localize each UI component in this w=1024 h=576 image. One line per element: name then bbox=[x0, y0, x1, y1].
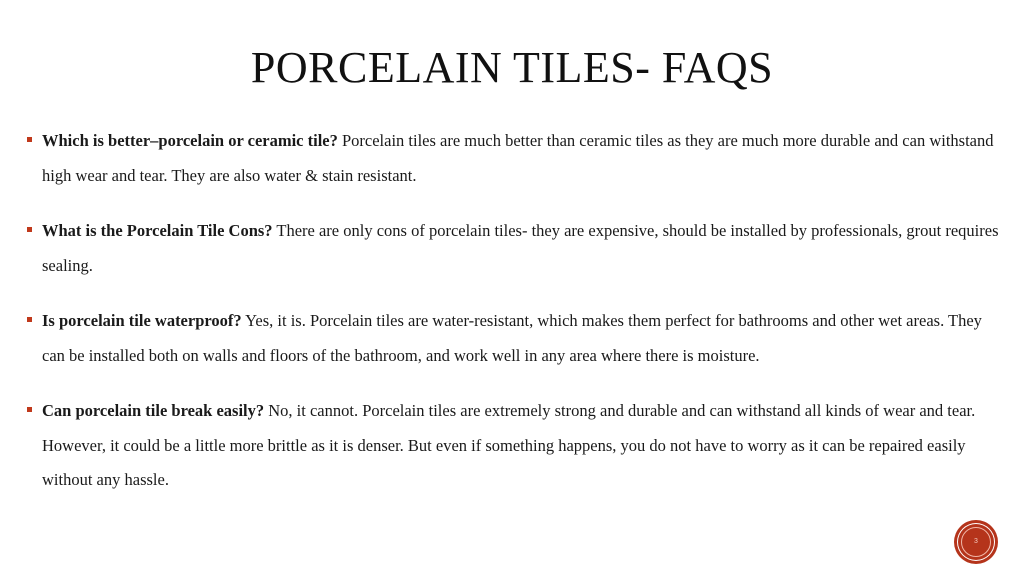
faq-item bbox=[24, 124, 999, 193]
faq-answer: Yes, it is. Porcelain tiles are water-resistant, which makes them perfect for bathrooms and other wet areas. They can be installed both on walls and floors of the bathroom, and work well in any area where there is moisture. bbox=[42, 311, 982, 365]
faq-item bbox=[24, 214, 999, 283]
faq-question: Which is better–porcelain or ceramic tile? bbox=[42, 131, 338, 150]
faq-item bbox=[24, 394, 999, 498]
faq-item bbox=[24, 304, 999, 373]
square-bullet-icon bbox=[27, 407, 32, 412]
faq-answer: Porcelain tiles are much better than ceramic tiles as they are much more durable and can withstand high wear and tear. They are also water & stain resistant. bbox=[42, 131, 994, 185]
square-bullet-icon bbox=[27, 137, 32, 142]
faq-question: Is porcelain tile waterproof? bbox=[42, 311, 242, 330]
square-bullet-icon bbox=[27, 227, 32, 232]
faq-question: Can porcelain tile break easily? bbox=[42, 401, 265, 420]
slide-title: PORCELAIN TILES- FAQS bbox=[250, 43, 774, 92]
faq-answer: There are only cons of porcelain tiles- they are expensive, should be installed by professionals, grout requires sealing. bbox=[42, 221, 999, 275]
slide-number-badge bbox=[957, 523, 995, 561]
faq-answer: No, it cannot. Porcelain tiles are extremely strong and durable and can withstand all kinds of wear and tear. However, it could be a little more brittle as it is denser. But even if something happens, you do not have to worry as it can be repaired easily without any hassle. bbox=[42, 401, 976, 489]
faq-list bbox=[24, 124, 999, 519]
slide-number: 3 bbox=[974, 538, 978, 545]
faq-question: What is the Porcelain Tile Cons? bbox=[42, 221, 273, 240]
square-bullet-icon bbox=[27, 317, 32, 322]
